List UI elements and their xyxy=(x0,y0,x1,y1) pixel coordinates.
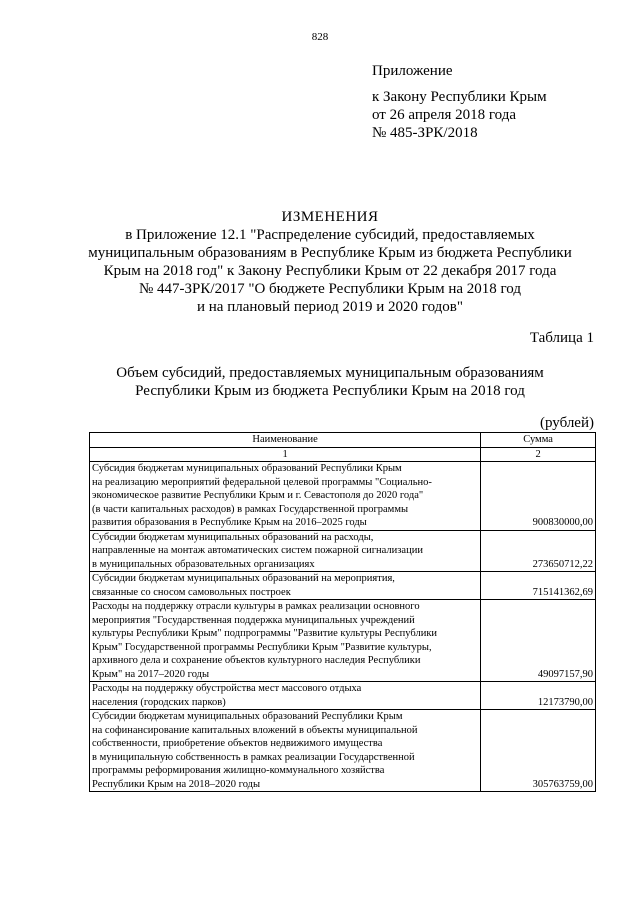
table-label: Таблица 1 xyxy=(529,330,594,346)
appendix-law-line: к Закону Республики Крым xyxy=(372,89,547,105)
row-name xyxy=(90,710,481,792)
row-name-line: Республики Крым на 2018–2020 годы xyxy=(92,778,261,790)
table-subtitle xyxy=(60,364,600,400)
row-name-line: на софинансирование капитальных вложений в объекты муниципальной xyxy=(92,724,418,736)
row-name xyxy=(90,682,481,710)
appendix-date-line: от 26 апреля 2018 года xyxy=(372,107,517,123)
row-name-line: в муниципальных образовательных организациях xyxy=(92,558,315,570)
title-line: Крым на 2018 год" к Закону Республики Крым от 22 декабря 2017 года xyxy=(103,263,557,279)
row-name-line: Субсидия бюджетам муниципальных образований Республики Крым xyxy=(92,463,402,474)
row-name-line: направленные на монтаж автоматических систем пожарной сигнализации xyxy=(92,545,423,556)
page-number: 828 xyxy=(311,31,329,43)
title-heading: ИЗМЕНЕНИЯ xyxy=(281,209,379,225)
appendix-label: Приложение xyxy=(372,63,453,79)
subtitle-line: Объем субсидий, предоставляемых муниципальным образованиям xyxy=(116,365,544,381)
row-name-line: на реализацию мероприятий федеральной целевой программы "Социально- xyxy=(92,476,432,488)
table-row xyxy=(90,530,596,572)
row-name-line: экономическое развитие Республики Крым и г. Севастополя до 2020 года" xyxy=(92,490,424,501)
header-amount: Сумма xyxy=(481,433,596,448)
appendix-header xyxy=(372,62,547,142)
table-row xyxy=(90,682,596,710)
row-name-line: мероприятия "Государственная поддержка муниципальных учреждений xyxy=(92,614,415,626)
row-name xyxy=(90,600,481,682)
row-name xyxy=(90,530,481,572)
subtitle-line: Республики Крым из бюджета Республики Крым на 2018 год xyxy=(135,383,525,399)
row-name-line: собственности, приобретение объектов недвижимого имущества xyxy=(92,738,383,749)
title-line: в Приложение 12.1 "Распределение субсидий, предоставляемых xyxy=(125,227,535,243)
row-amount: 305763759,00 xyxy=(481,710,596,792)
column-number-1: 1 xyxy=(90,447,481,462)
row-name-line: связанные со сносом самовольных построек xyxy=(92,586,291,598)
row-name-line: развития образования в Республике Крым на 2016–2025 годы xyxy=(92,517,367,528)
row-amount: 49097157,90 xyxy=(481,600,596,682)
row-name xyxy=(90,572,481,600)
table-row xyxy=(90,572,596,600)
row-name-line: Расходы на поддержку обустройства мест массового отдыха xyxy=(92,683,362,694)
row-amount: 715141362,69 xyxy=(481,572,596,600)
row-name-line: Субсидии бюджетам муниципальных образований на расходы, xyxy=(92,531,374,543)
row-amount: 900830000,00 xyxy=(481,462,596,531)
row-name-line: Расходы на поддержку отрасли культуры в рамках реализации основного xyxy=(92,601,420,612)
units-label: (рублей) xyxy=(539,415,594,431)
row-name-line: в муниципальную собственность в рамках реализации Государственной xyxy=(92,751,415,763)
document-title xyxy=(60,208,600,316)
table-row xyxy=(90,462,596,531)
appendix-number-line: № 485-ЗРК/2018 xyxy=(372,125,478,141)
subsidies-table xyxy=(89,432,596,792)
header-name: Наименование xyxy=(90,433,481,448)
table-row xyxy=(90,710,596,792)
title-line: и на плановый период 2019 и 2020 годов" xyxy=(197,299,463,315)
row-amount: 12173790,00 xyxy=(481,682,596,710)
table-header-row xyxy=(90,433,596,448)
row-name-line: (в части капитальных расходов) в рамках Государственной программы xyxy=(92,503,409,515)
column-number-row xyxy=(90,447,596,462)
column-number-2: 2 xyxy=(481,447,596,462)
row-name-line: программы реформирования жилищно-коммунального хозяйства xyxy=(92,765,385,776)
row-amount: 273650712,22 xyxy=(481,530,596,572)
row-name-line: населения (городских парков) xyxy=(92,696,226,708)
table-row xyxy=(90,600,596,682)
row-name-line: Крым" Государственной программы Республики Крым "Развитие культуры, xyxy=(92,641,432,653)
row-name-line: Субсидии бюджетам муниципальных образований Республики Крым xyxy=(92,711,403,722)
row-name-line: Крым" на 2017–2020 годы xyxy=(92,668,210,680)
title-line: № 447-ЗРК/2017 "О бюджете Республики Крым на 2018 год xyxy=(138,281,522,297)
title-line: муниципальным образованиям в Республике Крым из бюджета Республики xyxy=(88,245,572,261)
row-name-line: Субсидии бюджетам муниципальных образований на мероприятия, xyxy=(92,573,395,584)
row-name xyxy=(90,462,481,531)
row-name-line: культуры Республики Крым" подпрограммы "Развитие культуры Республики xyxy=(92,628,438,639)
row-name-line: архивного дела и сохранение объектов культурного наследия Республики xyxy=(92,655,421,666)
